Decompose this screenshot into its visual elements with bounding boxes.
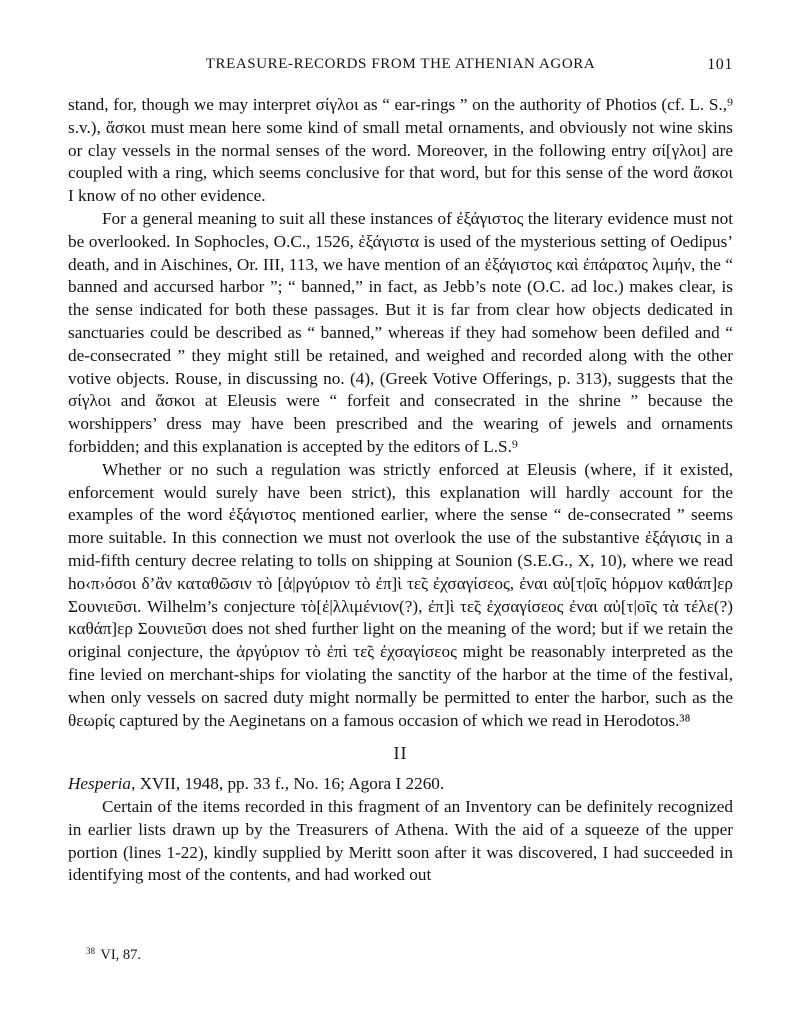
citation-journal: Hesperia [68, 774, 132, 794]
paragraph-inventory: Certain of the items recorded in this fragment of an Inventory can be definitely recognized in earlier lists drawn up by the Treasurers of Athena. With the aid of a squeeze of the upper portion (lines 1-22), kindly supplied by Meritt soon after it was discovered, I had succeeded in identifying most of the contents, and had worked out [68, 796, 733, 885]
page-number: 101 [707, 56, 733, 73]
paragraph-eleusis-regulation: Whether or no such a regulation was strictly enforced at Eleusis (where, if it existed, enforcement would surely have been strict), this explanation will hardly account for the examples of the word ἐξάγιστος mentioned earlier, where the sense “ de-consecrated ” seems more suitable. In this connection we must not overlook the use of the substantive ἐξάγισις in a mid-fifth century decree relating to tolls on shipping at Sounion (S.E.G., X, 10), where we read ho‹π›όσοι δ’ἂν καταθῶσιν τὸ [ἀ|ργύριον τὸ ἐπ]ὶ τε̃ς ἐχσαγίσεος, ἐναι αὐ[τ|οῖς hόρμον καθάπ]ερ Σουνιεῦσι. Wilhelm’s conjecture τὸ[ἐ|λλιμένιον(?), ἐπ]ὶ τε̃ς ἐχσαγίσεος ἐναι αὐ[τ|οῖς τὰ τέλε(?) καθάπ]ερ Σουνιεῦσι does not shed further light on the meaning of the word; but if we retain the original conjecture, the ἀργύριον τὸ ἐπὶ τε̃ς ἐχσαγίσεος might be reasonably interpreted as the fine levied on merchant-ships for violating the sanctity of the harbor at the time of the festival, when only vessels on sacred duty might normally be permitted to enter the harbor, such as the θεωρίς captured by the Aeginetans on a famous occasion of which we read in Herodotos.³⁸ [68, 459, 733, 730]
paragraph-exagistos-meaning: For a general meaning to suit all these instances of ἐξάγιστος the literary evidence must not be overlooked. In Sophocles, O.C., 1526, ἐξάγιστα is used of the mysterious setting of Oedipus’ death, and in Aischines, Or. III, 113, we have mention of an ἐξάγιστος καὶ ἐπάρατος λιμήν, the “ banned and accursed harbor ”; “ banned,” in fact, as Jebb’s note (O.C. ad loc.) makes clear, is the sense indicated for both these passages. But it is far from clear how objects dedicated in sanctuaries could be described as “ banned,” whereas if they had somehow been defiled and “ de-consecrated ” they might still be retained, and weighed and recorded along with the other votive objects. Rouse, in discussing no. (4), (Greek Votive Offerings, p. 313), suggests that the σίγλοι and ἄσκοι at Eleusis were “ forfeit and consecrated in the shrine ” because the worshippers’ dress may have been prescribed and the wearing of jewels and ornaments forbidden; and this explanation is accepted by the editors of L.S.⁹ [68, 208, 733, 456]
footnote-text: VI, 87. [100, 947, 142, 963]
running-head [68, 56, 733, 78]
citation-line [68, 773, 733, 796]
section-number: II [393, 743, 408, 764]
footnote-marker: 38 [86, 946, 95, 956]
footnote [86, 946, 141, 964]
citation-details: , XVII, 1948, pp. 33 f., No. 16; Agora I 2260. [131, 774, 445, 794]
paragraph-continuation: stand, for, though we may interpret σίγλοι as “ ear-rings ” on the authority of Photios (cf. L. S.,⁹ s.v.), ἄσκοι must mean here some kind of small metal ornaments, and obviously not wine skins or clay vessels in the normal senses of the word. Moreover, in the following entry σί[γλοι] are coupled with a ring, which seems conclusive for that word, but for this sense of the word ἄσκοι I know of no other evidence. [68, 95, 733, 206]
running-head-title: TREASURE-RECORDS FROM THE ATHENIAN AGORA [205, 56, 596, 72]
body-text [68, 94, 733, 887]
